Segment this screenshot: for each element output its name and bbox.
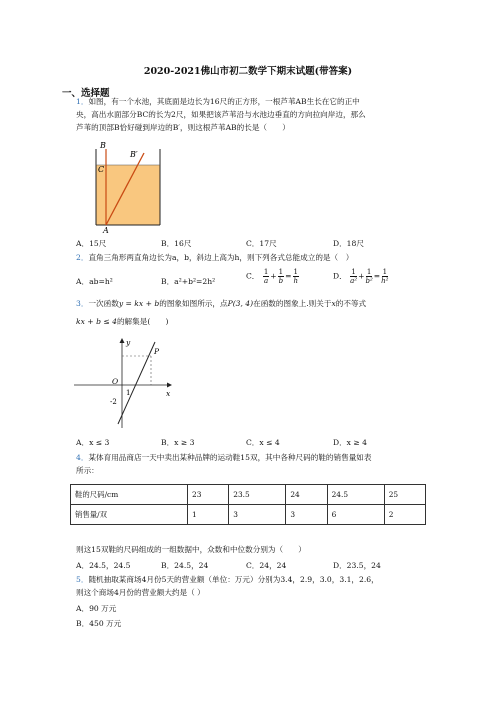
q4-number: 4． xyxy=(76,453,89,462)
q3-option-d[interactable]: D．x ≥ 4 xyxy=(333,438,367,447)
q3-option-c[interactable]: C．x ≤ 4 xyxy=(246,438,280,447)
q3-line2: kx + b ≤ 4的解集是( ) xyxy=(76,317,169,326)
frac-1-over-h: $\frac{1}{h}$ xyxy=(293,268,298,285)
label-one: 1 xyxy=(126,389,131,397)
label-y: y xyxy=(126,338,131,347)
table-cell: 鞋的尺码/cm xyxy=(71,485,188,505)
q1-number: 1． xyxy=(76,97,89,106)
label-a: A xyxy=(103,226,109,233)
table-cell: 24.5 xyxy=(327,485,384,505)
q1-option-d[interactable]: D．18尺 xyxy=(333,239,364,248)
q4-line2: 所示： xyxy=(76,466,99,475)
table-cell: 1 xyxy=(188,505,229,525)
q4-option-a[interactable]: A．24.5，24.5 xyxy=(76,561,131,570)
label-b: B xyxy=(100,141,106,150)
table-cell: 3 xyxy=(286,505,327,525)
y-axis-arrow xyxy=(120,338,125,343)
table-cell: 23 xyxy=(188,485,229,505)
q4-option-c[interactable]: C．24，24 xyxy=(246,561,287,570)
q1-option-a[interactable]: A．15尺 xyxy=(76,239,107,248)
frac-1-over-h2: $\frac{1}{\text{h²}}$ xyxy=(381,268,389,285)
table-cell: 6 xyxy=(327,505,384,525)
frac-1-over-b: $\frac{1}{b}$ xyxy=(278,268,284,285)
function-line xyxy=(118,342,155,424)
q4-option-b[interactable]: B．24.5，24 xyxy=(161,561,209,570)
page-title: 2020-2021佛山市初二数学下期末试题(带答案) xyxy=(143,66,353,77)
q2-stem: 2．直角三角形两直角边长为a，b，斜边上高为h，则下列各式总能成立的是（ ） xyxy=(76,253,354,262)
table-cell: 24 xyxy=(286,485,327,505)
q1-option-b[interactable]: B．16尺 xyxy=(161,239,192,248)
q4-option-d[interactable]: D．23.5，24 xyxy=(333,561,381,570)
label-x: x xyxy=(166,389,171,398)
q2-option-a[interactable]: A．ab=h² xyxy=(76,277,113,286)
q5-option-b[interactable]: B．450 万元 xyxy=(76,619,122,628)
q1-line2: 央，高出水面部分BC的长为2尺，如果把该芦苇沿与水池边垂直的方向拉向岸边，那么 xyxy=(76,110,366,119)
q3-number: 3． xyxy=(76,299,89,308)
q3-function-graph xyxy=(70,334,175,430)
table-cell: 25 xyxy=(384,485,425,505)
q4-after-text: 则这15双鞋的尺码组成的一组数据中，众数和中位数分别为（ ） xyxy=(76,545,306,554)
x-axis-arrow xyxy=(167,383,172,388)
table-cell: 23.5 xyxy=(229,485,286,505)
label-neg2: -2 xyxy=(110,398,117,406)
q5-option-a[interactable]: A．90 万元 xyxy=(76,604,117,613)
q2-option-d[interactable]: D． $\frac{1}{\text{a²}}$ + $\frac{1}{\text{b²}}$ = $\frac{1}{\text{h²}}$ xyxy=(333,268,389,285)
q5-number: 5． xyxy=(76,575,89,584)
q3-option-a[interactable]: A．x ≤ 3 xyxy=(76,438,110,447)
q2-number: 2． xyxy=(76,253,89,262)
shoe-sales-table xyxy=(70,484,426,525)
frac-1-over-a2: $\frac{1}{\text{a²}}$ xyxy=(350,268,358,285)
q4-line1: 4．某体育用品商店一天中卖出某种品牌的运动鞋15双，其中各种尺码的鞋的销售量如表 xyxy=(76,453,372,462)
q1-line1: 1．如图，有一个水池，其底面是边长为16尺的正方形，一根芦苇AB生长在它的正中 xyxy=(76,97,360,106)
q5-line2: 则这个商场4月份的营业额大约是（ ） xyxy=(76,588,205,597)
label-o: O xyxy=(112,377,119,386)
q1-pool-figure xyxy=(86,139,178,233)
q1-line3: 芦苇的顶部B恰好碰到岸边的B′，则这根芦苇AB的长是（ ） xyxy=(76,123,290,132)
q5-line1: 5．随机抽取某商场4月份5天的营业额（单位：万元）分别为3.4，2.9，3.0，3.1，2.6， xyxy=(76,575,379,584)
q3-option-b[interactable]: B．x ≥ 3 xyxy=(161,438,195,447)
frac-1-over-a: $\frac{1}{a}$ xyxy=(263,268,269,285)
section-heading: 一、选择题 xyxy=(62,88,110,99)
q3-line1: 3．一次函数y = kx + b的图象如图所示，点P(3, 4)在函数的图象上.则关于x的不等式 xyxy=(76,299,367,308)
label-c: C xyxy=(98,165,105,174)
q2-option-b[interactable]: B．a²+b²=2h² xyxy=(161,277,216,286)
table-cell: 2 xyxy=(384,505,425,525)
frac-1-over-b2: $\frac{1}{\text{b²}}$ xyxy=(365,268,373,285)
label-b-prime: B′ xyxy=(130,150,138,159)
table-row xyxy=(71,485,426,505)
q2-option-c[interactable]: C． $\frac{1}{a}$ + $\frac{1}{b}$ = $\frac{1}{h}$ xyxy=(246,268,298,285)
table-row xyxy=(71,505,426,525)
table-cell: 销售量/双 xyxy=(71,505,188,525)
table-cell: 3 xyxy=(229,505,286,525)
label-p: P xyxy=(154,347,160,356)
q1-option-c[interactable]: C．17尺 xyxy=(246,239,277,248)
